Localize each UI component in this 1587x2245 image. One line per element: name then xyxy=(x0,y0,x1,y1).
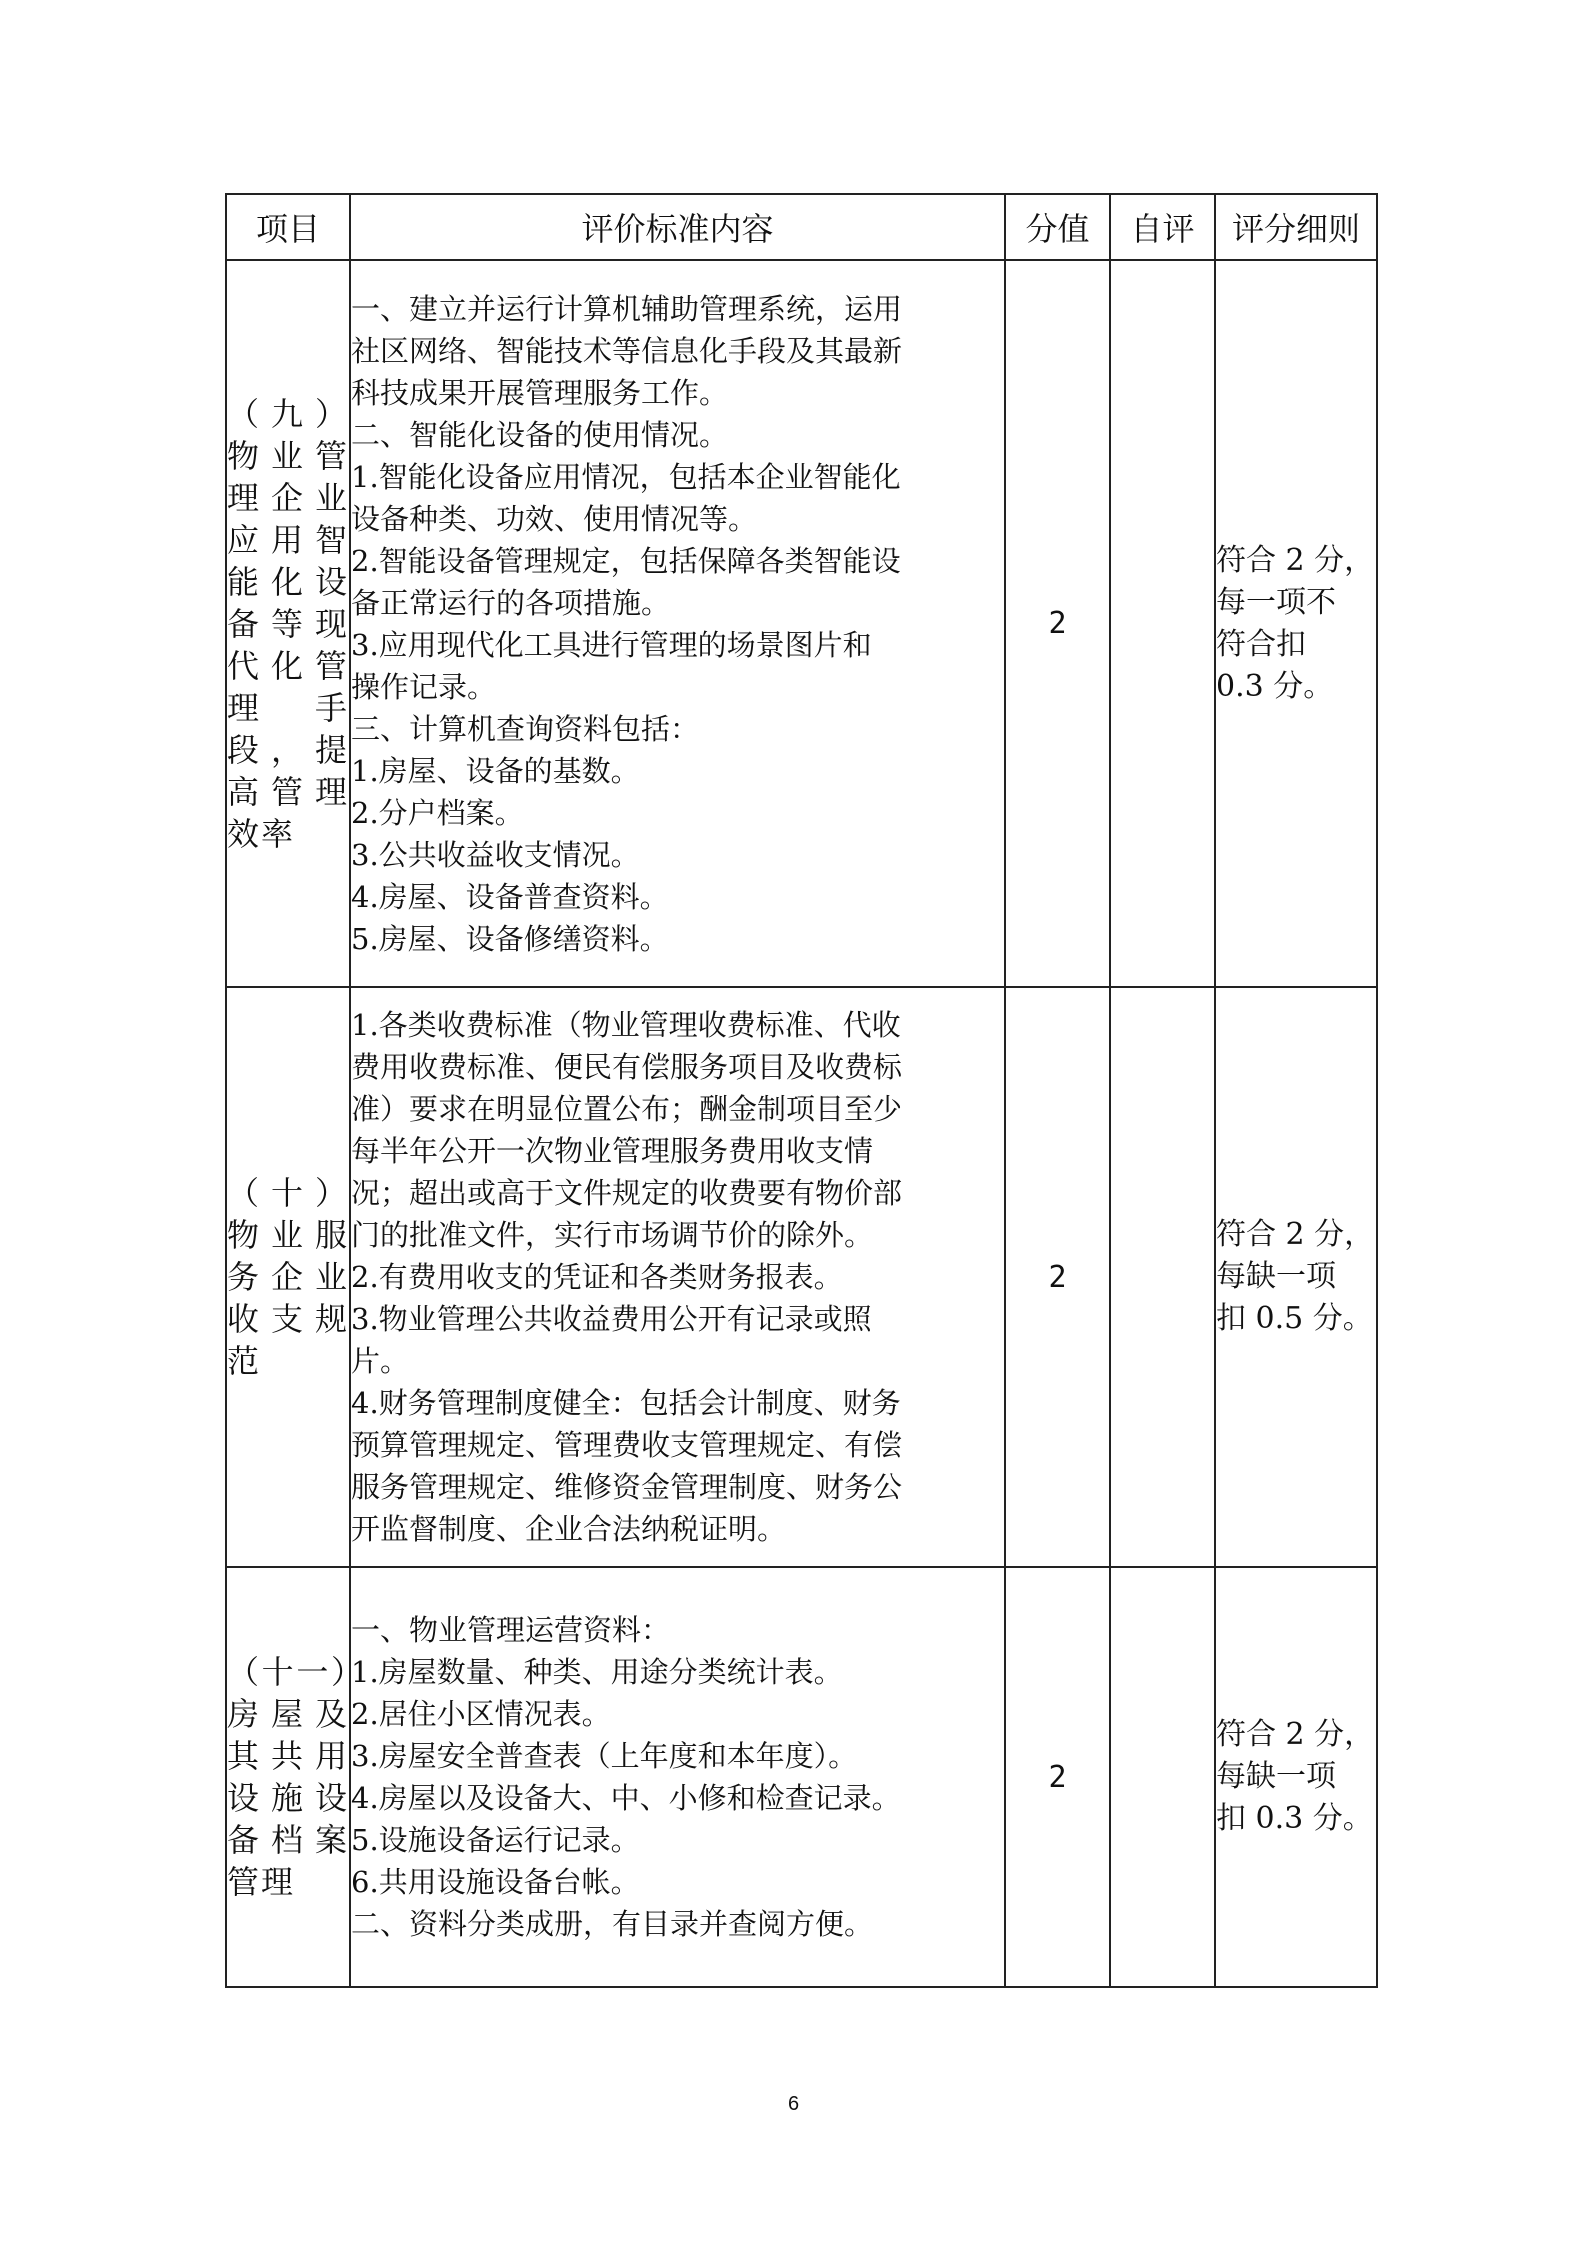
header-rules: 评分细则 xyxy=(1215,194,1377,260)
criteria-line: 3.物业管理公共收益费用公开有记录或照 xyxy=(351,1302,872,1336)
criteria-line: 三、计算机查询资料包括： xyxy=(351,711,700,746)
criteria-line: 3.应用现代化工具进行管理的场景图片和 xyxy=(351,627,872,662)
criteria-line: 1.智能化设备应用情况，包括本企业智能化 xyxy=(351,459,901,494)
criteria-line: 门的批准文件，实行市场调节价的除外。 xyxy=(351,1218,874,1252)
criteria-line: 5.房屋、设备修缮资料。 xyxy=(351,921,669,956)
criteria-line: 预算管理规定、管理费收支管理规定、有偿 xyxy=(351,1428,903,1462)
criteria-line: 2.分户档案。 xyxy=(351,795,524,830)
rule-line: 每缺一项 xyxy=(1216,1259,1336,1294)
table-header-row xyxy=(226,194,1377,260)
criteria-line: 设备种类、功效、使用情况等。 xyxy=(351,501,758,536)
criteria-line: 服务管理规定、维修资金管理制度、财务公 xyxy=(351,1470,903,1504)
criteria-line: 备正常运行的各项措施。 xyxy=(351,585,671,620)
criteria-line: 准）要求在明显位置公布；酬金制项目至少 xyxy=(351,1092,903,1126)
criteria-line: 1.各类收费标准（物业管理收费标准、代收 xyxy=(351,1008,901,1042)
row-criteria-content xyxy=(350,987,1005,1567)
criteria-line: 二、智能化设备的使用情况。 xyxy=(351,417,729,452)
criteria-line: 开监督制度、企业合法纳税证明。 xyxy=(351,1512,787,1546)
criteria-line: 4.房屋以及设备大、中、小修和检查记录。 xyxy=(351,1781,901,1815)
rule-line: 扣 0.5 分。 xyxy=(1216,1301,1373,1336)
row-scoring-rule xyxy=(1215,987,1377,1567)
criteria-line: 社区网络、智能技术等信息化手段及其最新 xyxy=(351,333,903,368)
table-row xyxy=(226,987,1377,1567)
header-content: 评价标准内容 xyxy=(350,194,1005,260)
row-scoring-rule xyxy=(1215,1567,1377,1987)
criteria-line: 6.共用设施设备台帐。 xyxy=(351,1865,640,1899)
row-self-eval[interactable] xyxy=(1110,1567,1215,1987)
criteria-line: 3.公共收益收支情况。 xyxy=(351,837,640,872)
criteria-line: 3.房屋安全普查表（上年度和本年度）。 xyxy=(351,1739,858,1773)
row-criteria-content xyxy=(350,1567,1005,1987)
evaluation-table xyxy=(225,193,1378,1988)
criteria-line: 2.智能设备管理规定，包括保障各类智能设 xyxy=(351,543,901,578)
row-item-title: （十）物业服务企业收支规范 xyxy=(226,987,350,1567)
rule-line: 符合 2 分， xyxy=(1216,1717,1375,1752)
criteria-line: 费用收费标准、便民有偿服务项目及收费标 xyxy=(351,1050,903,1084)
criteria-line: 5.设施设备运行记录。 xyxy=(351,1823,640,1857)
row-score: 2 xyxy=(1005,1567,1110,1987)
row-scoring-rule xyxy=(1215,260,1377,987)
row-score: 2 xyxy=(1005,987,1110,1567)
criteria-line: 4.财务管理制度健全：包括会计制度、财务 xyxy=(351,1386,901,1420)
row-criteria-content xyxy=(350,260,1005,987)
rule-line: 符合 2 分， xyxy=(1216,1217,1375,1252)
criteria-line: 一、物业管理运营资料： xyxy=(351,1613,671,1647)
criteria-line: 二、资料分类成册，有目录并查阅方便。 xyxy=(351,1907,874,1941)
row-item-title: （九）物业管理企业应用智能化设备等现代化管理手段，提高管理效率 xyxy=(226,260,350,987)
table-row xyxy=(226,260,1377,987)
criteria-line: 每半年公开一次物业管理服务费用收支情 xyxy=(351,1134,874,1168)
header-score: 分值 xyxy=(1005,194,1110,260)
rule-line: 符合 2 分， xyxy=(1216,542,1375,578)
criteria-line: 科技成果开展管理服务工作。 xyxy=(351,375,729,410)
rule-line: 0.3 分。 xyxy=(1216,668,1334,704)
criteria-line: 片。 xyxy=(351,1344,410,1378)
criteria-line: 2.居住小区情况表。 xyxy=(351,1697,611,1731)
row-self-eval[interactable] xyxy=(1110,987,1215,1567)
rule-line: 每缺一项 xyxy=(1216,1759,1336,1794)
criteria-line: 一、建立并运行计算机辅助管理系统，运用 xyxy=(351,291,903,326)
rule-line: 每一项不 xyxy=(1216,584,1336,620)
row-score: 2 xyxy=(1005,260,1110,987)
criteria-line: 2.有费用收支的凭证和各类财务报表。 xyxy=(351,1260,843,1294)
criteria-line: 况；超出或高于文件规定的收费要有物价部 xyxy=(351,1176,903,1210)
header-item: 项目 xyxy=(226,194,350,260)
rule-line: 扣 0.3 分。 xyxy=(1216,1801,1373,1836)
criteria-line: 4.房屋、设备普查资料。 xyxy=(351,879,669,914)
criteria-line: 操作记录。 xyxy=(351,669,497,704)
criteria-line: 1.房屋数量、种类、用途分类统计表。 xyxy=(351,1655,843,1689)
header-self-eval: 自评 xyxy=(1110,194,1215,260)
criteria-line: 1.房屋、设备的基数。 xyxy=(351,753,640,788)
table-row xyxy=(226,1567,1377,1987)
row-self-eval[interactable] xyxy=(1110,260,1215,987)
row-item-title: （十一）房屋及其共用设施设备档案管理 xyxy=(226,1567,350,1987)
rule-line: 符合扣 xyxy=(1216,626,1306,662)
page-number: 6 xyxy=(787,2093,800,2115)
